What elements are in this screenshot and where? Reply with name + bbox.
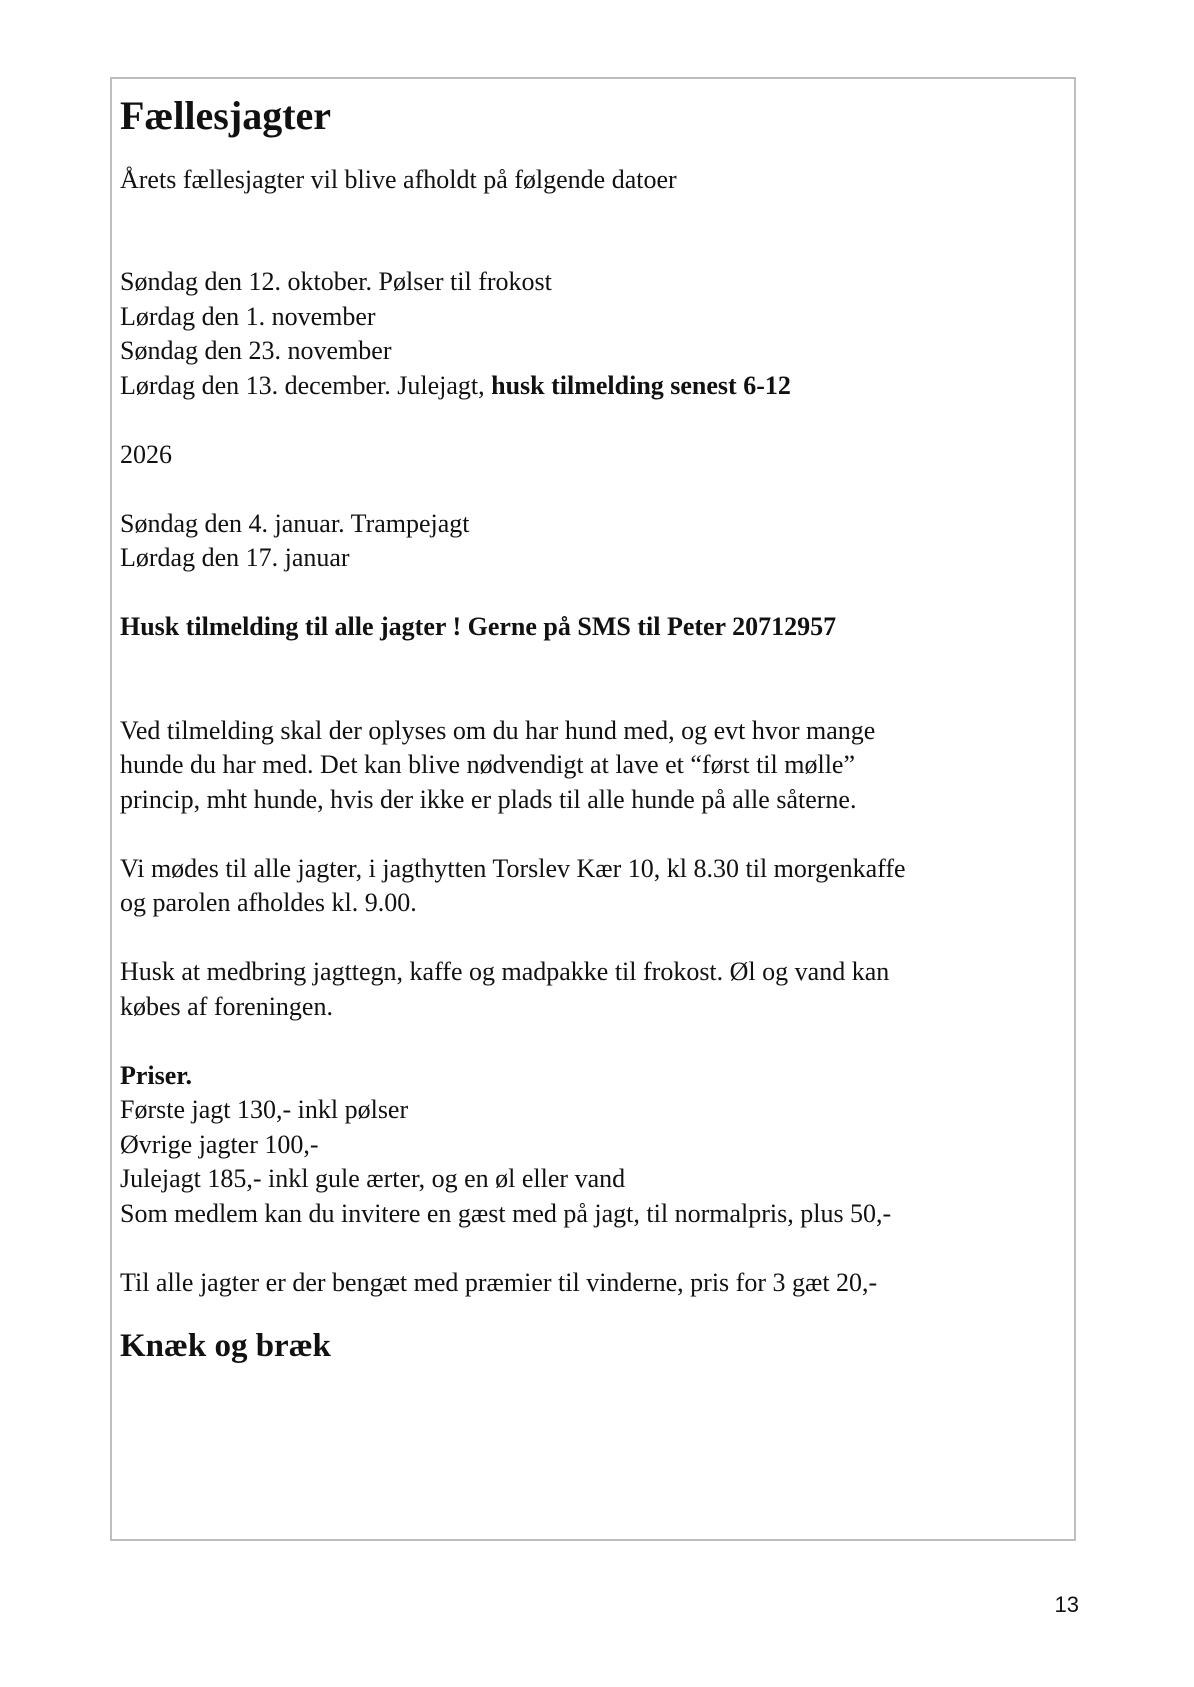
list-item: Søndag den 23. november (120, 336, 392, 365)
closing-heading: Knæk og bræk (120, 1328, 331, 1364)
dogs-paragraph: Ved tilmelding skal der oplyses om du har hund med, og evt hvor mange hunde du har med. Det kan blive nødvendigt at lave et “først til mølle” princip, mht hunde, hvis der ikke er plads til alle hunde på alle såterne. (120, 715, 876, 814)
price-item: Julejagt 185,- inkl gule ærter, og en øl eller vand (120, 1164, 626, 1193)
prices-section (120, 1059, 1060, 1232)
intro-text: Årets fællesjagter vil blive afholdt på følgende datoer (120, 165, 677, 194)
list-item: Lørdag den 1. november (120, 301, 376, 331)
price-item: Som medlem kan du invitere en gæst med på jagt, til normalpris, plus 50,- (120, 1198, 892, 1228)
signup-notice: Husk tilmelding til alle jagter ! Gerne på SMS til Peter 20712957 (120, 612, 837, 641)
prize-line: Til alle jagter er der bengæt med præmier til vinderne, pris for 3 gæt 20,- (120, 1267, 878, 1297)
dates-2026-list (120, 507, 1060, 576)
list-item: Søndag den 12. oktober. Pølser til frokost (120, 267, 552, 296)
page-number: 13 (1054, 1592, 1079, 1617)
year-label: 2026 (120, 439, 172, 469)
list-item: Lørdag den 17. januar (120, 543, 350, 572)
price-item: Første jagt 130,- inkl pølser (120, 1095, 409, 1124)
dates-2025-list (120, 265, 1060, 403)
bring-paragraph: Husk at medbring jagttegn, kaffe og madpakke til frokost. Øl og vand kan købes af foreningen. (120, 957, 890, 1021)
meeting-paragraph: Vi mødes til alle jagter, i jagthytten Torslev Kær 10, kl 8.30 til morgenkaffe og parolen afholdes kl. 9.00. (120, 853, 906, 917)
page-title: Fællesjagter (120, 93, 332, 138)
list-item: Søndag den 4. januar. Trampejagt (120, 508, 470, 538)
list-item: Lørdag den 13. december. Julejagt, husk tilmelding senest 6-12 (120, 370, 791, 400)
document-body (120, 84, 1060, 1368)
price-item: Øvrige jagter 100,- (120, 1129, 319, 1159)
prices-heading: Priser. (120, 1060, 192, 1090)
